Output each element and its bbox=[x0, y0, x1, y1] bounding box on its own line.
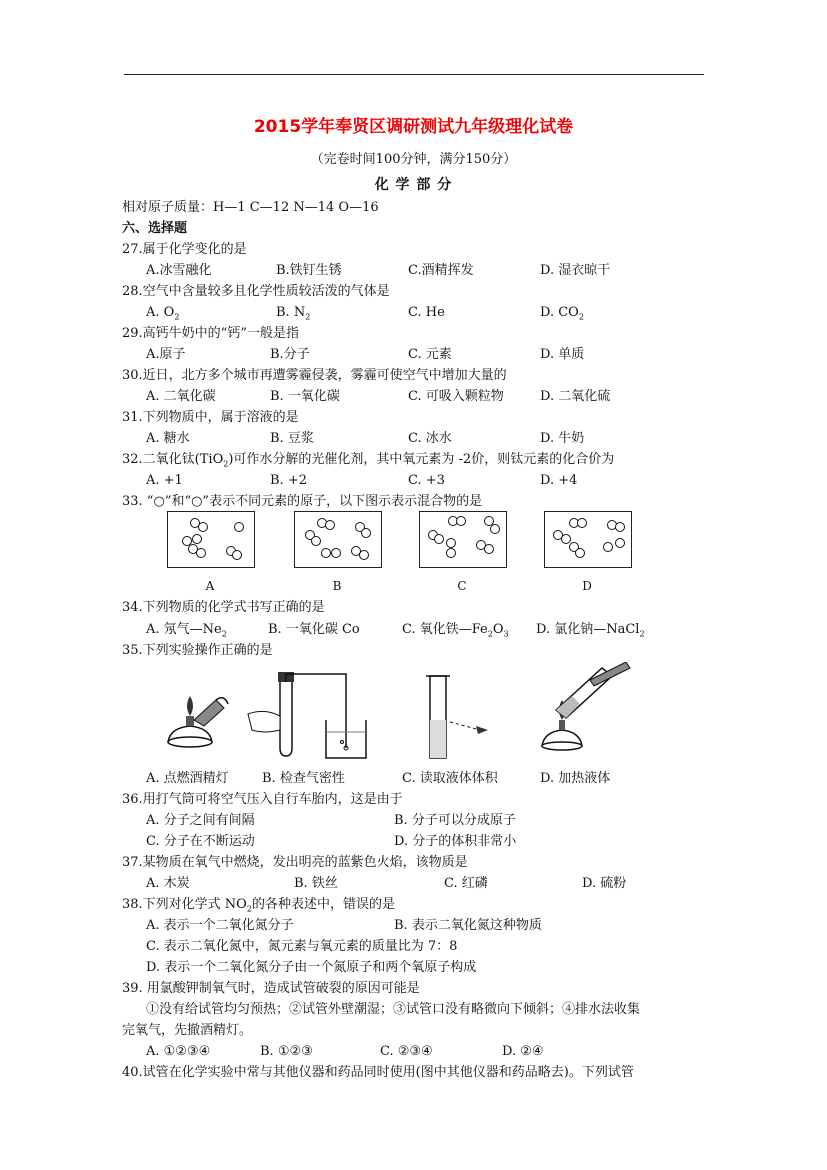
q35-option-a: A. 点燃酒精灯 bbox=[146, 771, 229, 786]
q37-option-b: B. 铁丝 bbox=[294, 876, 338, 891]
q33-label-c: C bbox=[457, 579, 467, 593]
read-volume-figure bbox=[416, 672, 496, 762]
q38-option-a: A. 表示一个二氧化氮分子 bbox=[146, 918, 294, 933]
q31-option-b: B. 豆浆 bbox=[270, 431, 314, 446]
q37-stem: 37.某物质在氧气中燃烧，发出明亮的蓝紫色火焰，该物质是 bbox=[122, 855, 468, 870]
q33-label-d: D bbox=[582, 579, 592, 593]
q27-option-b: B.铁钉生锈 bbox=[276, 263, 342, 278]
q36-stem: 36.用打气筒可将空气压入自行车胎内，这是由于 bbox=[122, 792, 403, 807]
q33-diagram-a bbox=[167, 511, 255, 568]
q32-option-b: B. +2 bbox=[270, 473, 307, 488]
q37-option-c: C. 红磷 bbox=[444, 876, 488, 891]
q27-stem: 27.属于化学变化的是 bbox=[122, 242, 247, 257]
q30-option-b: B. 一氧化碳 bbox=[270, 389, 340, 404]
q39-option-b: B. ①②③ bbox=[260, 1044, 313, 1059]
q36-option-a: A. 分子之间有间隔 bbox=[146, 813, 255, 828]
q33-diagram-c bbox=[419, 511, 507, 568]
q31-option-a: A. 糖水 bbox=[146, 431, 190, 446]
q36-option-b: B. 分子可以分成原子 bbox=[394, 813, 516, 828]
q31-option-c: C. 冰水 bbox=[408, 431, 452, 446]
alcohol-lamp-figure bbox=[160, 680, 230, 760]
q33-label-a: A bbox=[205, 579, 215, 593]
q29-option-b: B.分子 bbox=[270, 347, 310, 362]
q27-option-d: D. 湿衣晾干 bbox=[540, 263, 611, 278]
atomic-mass: 相对原子质量：H—1 C—12 N—14 O—16 bbox=[122, 200, 379, 215]
q38-option-b: B. 表示二氧化氮这种物质 bbox=[394, 918, 542, 933]
q39-stem: 39. 用氯酸钾制氧气时，造成试管破裂的原因可能是 bbox=[122, 981, 420, 996]
q35-stem: 35.下列实验操作正确的是 bbox=[122, 643, 273, 658]
q30-option-c: C. 可吸入颗粒物 bbox=[408, 389, 504, 404]
airtight-check-figure bbox=[244, 668, 374, 764]
q33-diagram-b bbox=[294, 511, 382, 568]
q28-option-b: B. $N_2$ bbox=[276, 305, 311, 322]
q32-option-d: D. +4 bbox=[540, 473, 578, 488]
q30-option-a: A. 二氧化碳 bbox=[146, 389, 216, 404]
q30-stem: 30.近日，北方多个城市再遭雾霾侵袭，雾霾可使空气中增加大量的 bbox=[122, 368, 507, 383]
q40-stem: 40.试管在化学实验中常与其他仪器和药品同时使用(图中其他仪器和药品略去)。下列试管 bbox=[122, 1065, 634, 1080]
q36-option-d: D. 分子的体积非常小 bbox=[394, 834, 517, 849]
q39-option-c: C. ②③④ bbox=[380, 1044, 433, 1059]
q34-option-b: B. 一氧化碳 Co bbox=[268, 622, 360, 637]
q31-option-d: D. 牛奶 bbox=[540, 431, 585, 446]
q33-diagram-d bbox=[544, 511, 632, 568]
q35-option-c: C. 读取液体体积 bbox=[402, 771, 498, 786]
q37-option-d: D. 硫粉 bbox=[582, 876, 627, 891]
q31-stem: 31.下列物质中，属于溶液的是 bbox=[122, 410, 299, 425]
q34-stem: 34.下列物质的化学式书写正确的是 bbox=[122, 600, 325, 615]
q28-option-a: A. $O_2$ bbox=[146, 305, 180, 322]
q32-option-a: A. +1 bbox=[146, 473, 183, 488]
q33-label-b: B bbox=[332, 579, 342, 593]
q35-option-b: B. 检查气密性 bbox=[262, 771, 345, 786]
q37-option-a: A. 木炭 bbox=[146, 876, 190, 891]
q28-stem: 28.空气中含量较多且化学性质较活泼的气体是 bbox=[122, 284, 390, 299]
q29-stem: 29.高钙牛奶中的“钙”一般是指 bbox=[122, 326, 299, 341]
q30-option-d: D. 二氧化硫 bbox=[540, 389, 611, 404]
heat-liquid-figure bbox=[536, 662, 636, 762]
q34-option-d: D. 氯化钠—NaCl$_2$ bbox=[536, 622, 645, 639]
q36-option-c: C. 分子在不断运动 bbox=[146, 834, 255, 849]
page-title: 2015学年奉贤区调研测试九年级理化试卷 bbox=[253, 117, 574, 137]
q35-option-d: D. 加热液体 bbox=[540, 771, 611, 786]
q39-option-d: D. ②④ bbox=[502, 1044, 544, 1059]
q38-stem: 38.下列对化学式 $NO_2$的各种表述中，错误的是 bbox=[122, 897, 395, 914]
q27-option-c: C.酒精挥发 bbox=[408, 263, 474, 278]
part-heading: 六、选择题 bbox=[122, 221, 188, 236]
q38-option-d: D. 表示一个二氧化氮分子由一个氮原子和两个氧原子构成 bbox=[146, 960, 477, 975]
q34-option-c: C. 氧化铁$—Fe_2O_3$ bbox=[402, 622, 509, 639]
q29-option-d: D. 单质 bbox=[540, 347, 585, 362]
q33-stem: 33. “○”和“○”表示不同元素的原子，以下图示表示混合物的是 bbox=[122, 494, 483, 509]
q28-option-d: D. $CO_2$ bbox=[540, 305, 584, 322]
q28-option-c: C. He bbox=[408, 305, 445, 320]
q32-option-c: C. +3 bbox=[408, 473, 445, 488]
q27-option-a: A.冰雪融化 bbox=[146, 263, 212, 278]
q29-option-c: C. 元素 bbox=[408, 347, 452, 362]
q39-line1: ①没有给试管均匀预热；②试管外壁潮湿；③试管口没有略微向下倾斜；④排水法收集 bbox=[146, 1002, 641, 1017]
q34-option-a: A. 氖气$—Ne_2$ bbox=[146, 622, 227, 639]
q29-option-a: A.原子 bbox=[146, 347, 186, 362]
q39-line2: 完氧气，先撤酒精灯。 bbox=[122, 1023, 253, 1038]
q39-option-a: A. ①②③④ bbox=[146, 1044, 211, 1059]
section-heading: 化 学 部 分 bbox=[374, 177, 453, 193]
q32-stem: 32.二氧化钛(TiO$_2$)可作水分解的光催化剂，其中氧元素为 -2价，则钛元素的化合价为 bbox=[122, 452, 615, 469]
q38-option-c: C. 表示二氧化氮中，氮元素与氧元素的质量比为 7：8 bbox=[146, 939, 458, 954]
exam-info: （完卷时间100分钟，满分150分） bbox=[310, 152, 517, 167]
header-rule bbox=[124, 74, 704, 75]
